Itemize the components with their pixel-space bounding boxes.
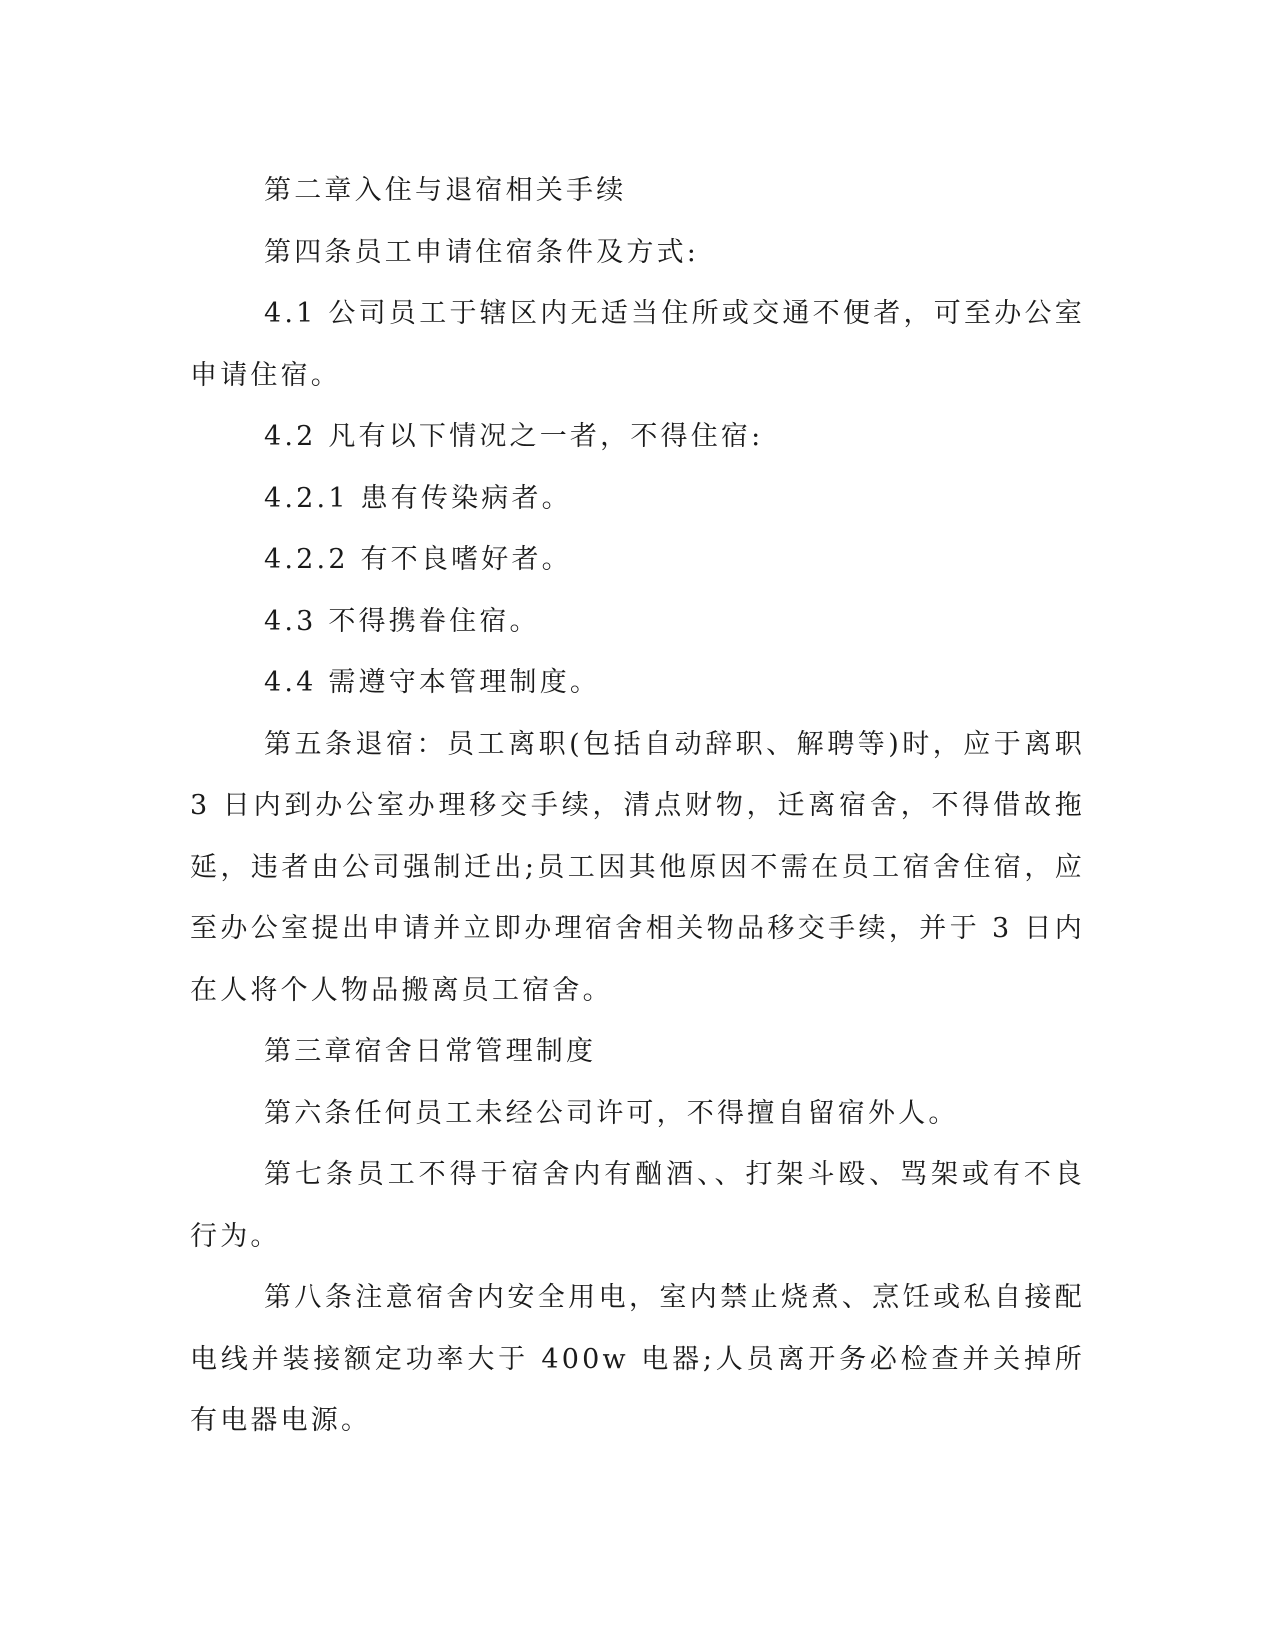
clause-4-1: 4.1 公司员工于辖区内无适当住所或交通不便者，可至办公室申请住宿。: [190, 298, 1085, 391]
clause-4-2: 4.2 凡有以下情况之一者，不得住宿:: [264, 421, 764, 452]
clause-4-2-1: 4.2.1 患有传染病者。: [264, 482, 572, 514]
document-body: [190, 160, 1097, 1452]
clause-4-2-2: 4.2.2 有不良嗜好者。: [264, 544, 572, 575]
article-5: 第五条退宿：员工离职(包括自动辞职、解聘等)时，应于离职 3 日内到办公室办理移交手续，清点财物，迁离宿舍，不得借故拖延，违者由公司强制迁出;员工因其他原因不需在员工宿舍住宿，应至办公室提出申请并立即办理宿舍相关物品移交手续，并于 3 日内在人将个人物品搬离员工宿舍。: [190, 728, 1097, 1006]
clause-4-3: 4.3 不得携眷住宿。: [264, 605, 540, 637]
article-6: 第六条任何员工未经公司许可，不得擅自留宿外人。: [264, 1097, 959, 1129]
chapter-2-heading: 第二章入住与退宿相关手续: [264, 175, 627, 206]
chapter-3-heading: 第三章宿舍日常管理制度: [264, 1036, 597, 1067]
clause-4-4: 4.4 需遵守本管理制度。: [264, 667, 601, 698]
article-8: 第八条注意宿舍内安全用电，室内禁止烧煮、烹饪或私自接配电线并装接额定功率大于 400w 电器;人员离开务必检查并关掉所有电器电源。: [190, 1282, 1085, 1436]
article-7: 第七条员工不得于宿舍内有酗酒、、打架斗殴、骂架或有不良行为。: [190, 1159, 1085, 1252]
article-4-heading: 第四条员工申请住宿条件及方式:: [264, 236, 700, 268]
